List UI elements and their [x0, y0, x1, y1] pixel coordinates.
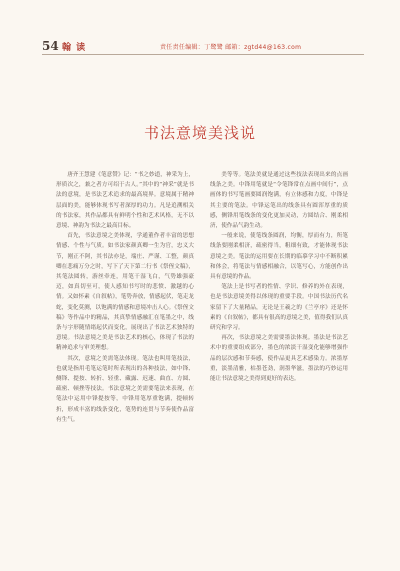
column-name: 翰 读 [62, 43, 87, 53]
editor-info: 责任责任编辑：丁鹭鹭 邮箱：zgtd44@163.com [160, 44, 302, 51]
paragraph: 其次，意境之美需笔法体现。笔法也叫用笔技法，也就是指用毛笔运笔时所表现出的各种技法，如中锋、侧锋、提按、转折、轻重、藏露、迟速、曲直、方圆、疏密、顿挫等技法。书法意境之美需要笔法来表现，在笔法中运用中锋提按等，中锋用笔厚重饱满，提顿转折，形成丰富的线条变化，笔势的连贯与节奏使作品富有生气。 [56, 355, 194, 423]
paragraph: 一般来说，使笔线条圆润，均衡，厚而有力，所笔线条要刚柔相济，疏密得当，粗细有致，才能体现书法意境之美。笔法的运用要在长期的临摹学习中不断积累和体会，将笔法与情感相融合，以笔写心，方能创作出具有意境的作品。 [210, 233, 348, 281]
page-header [42, 38, 364, 55]
paragraph: 唐齐王慧建《笔意赞》记：“书之妙道，神采为上，形质次之，兼之者方可绍于古人。”其中的“神采”就是书法的意境，是书法艺术追求的最高境界。意境属于精神层面的美，能够体现书写者深厚的功力。凡是追溯相关的书法家，其作品都具有鲜明个性和艺术风格，无不以意境、神韵为书法之最高目标。 [56, 172, 194, 230]
paragraph: 首先，书法意境之美体现，学通董作者丰富的思想情感、个性与气质。如书法家颜真卿一生为官，忠义大节，刚正不阿，其书法亦是，端庄、严谨、工整，颜真卿在悲痛万分之时，写下了天下第二行书《祭侄文稿》，其笔法圆转，游丝牵连，用笔干湿飞白，气势雄强豪迈，如真切至可，使人感知书写时的悲愤、激越的心情。又如怀素《自叙帖》，笔势奔放，情感起伏，笔走龙蛇，变化莫测，以饱满的情感和意境冲击人心。《祭侄文稿》等作品中的精品，其真挚情感融汇在笔墨之中，线条与字形随情绪起伏而变化，展现出了书法艺术独特的意境。书法意境之美是书法艺术的核心，体现了书法的精神追求与审美理想。 [56, 233, 194, 352]
paragraph: 美等等。笔法美就是通过这些技法表现出来的点画线条之美。中锋用笔就是“令笔锋常在点画中间行”，点画体的书写笔画要圆润饱满，有立体感和力度，中锋是其主要的笔法。中锋运笔出的线条具有圆浑厚重的质感，侧锋用笔线条的变化更加灵动，方圆结合、刚柔相济，使作品气韵生动。 [210, 172, 348, 230]
left-column [56, 170, 194, 425]
paragraph: 笔法上是书写者的性情、学识、修养的外在表现，也是书法意境美得以体现的重要手段。中国书法历代名家留下了大量精品，无论是王羲之的《兰亭序》还是怀素的《自叙帖》，都具有很高的意境之美，值得我们认真研究和学习。 [210, 284, 348, 332]
right-column [210, 170, 348, 384]
page-number: 54 [42, 39, 59, 53]
paragraph: 再次，书法意境之美需要墨法体现。墨法是书法艺术中的重要组成部分，墨色的浓淡干湿变化能够增强作品的层次感和节奏感，使作品更具艺术感染力。浓墨厚重，淡墨清雅，枯墨苍劲，润墨华滋，墨法的巧妙运用能让书法意境之美得到更好的表达。 [210, 335, 348, 383]
article-title: 书法意境美浅说 [143, 124, 256, 142]
